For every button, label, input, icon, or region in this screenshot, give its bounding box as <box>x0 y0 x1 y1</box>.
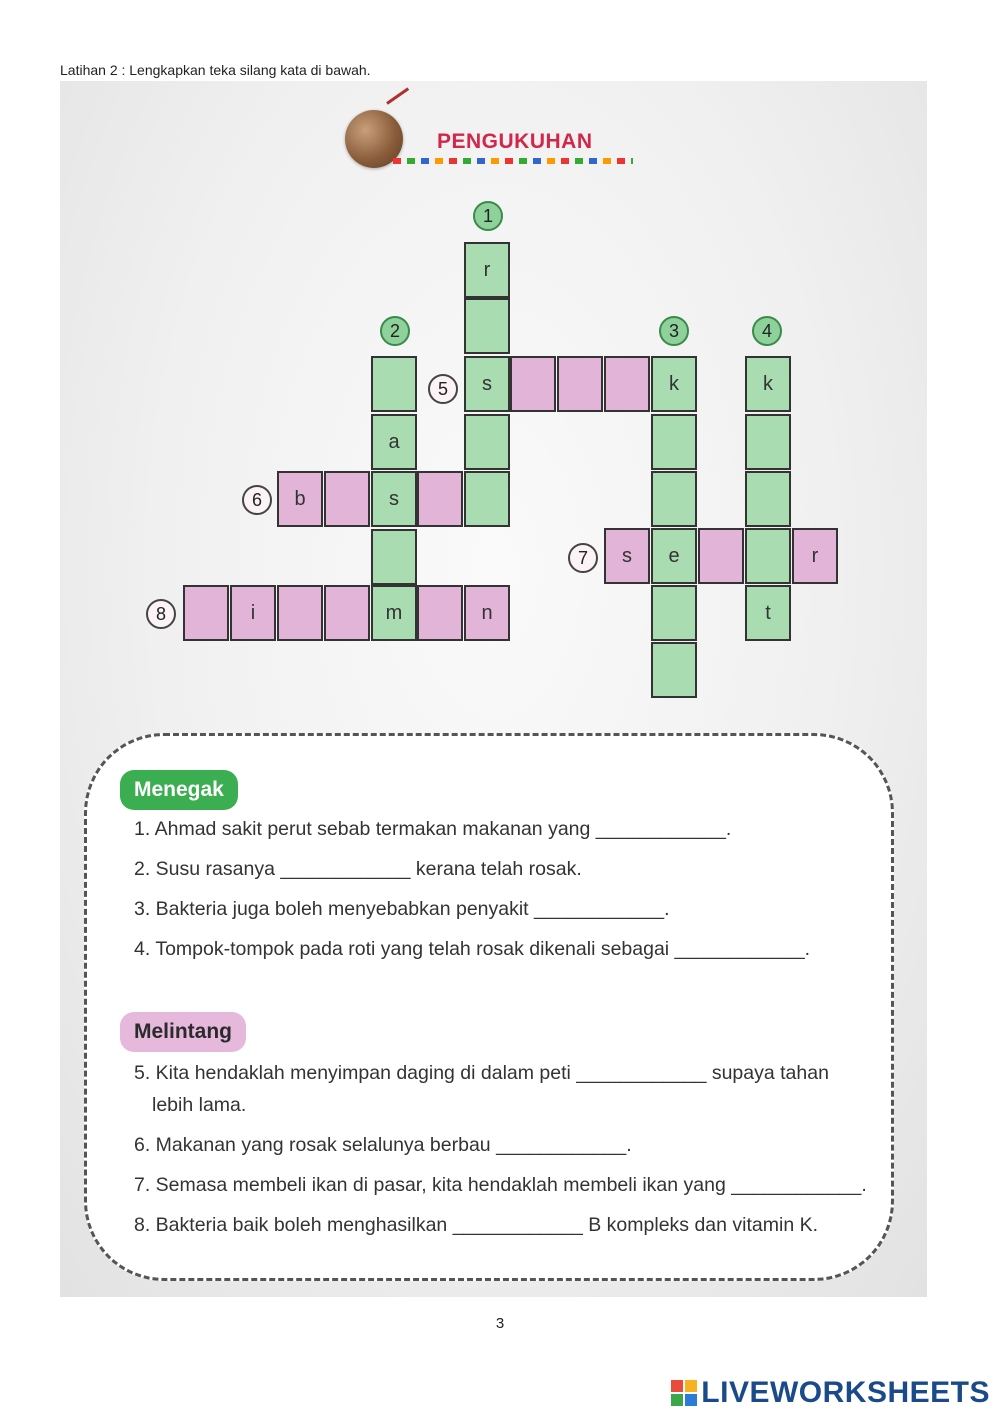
grid-cell-3d-2[interactable] <box>651 414 697 470</box>
grid-cell-4d-1[interactable]: k <box>745 356 791 412</box>
menegak-label: Menegak <box>120 770 238 810</box>
grid-cell-8a-3[interactable] <box>277 585 323 641</box>
clue-number-4: 4 <box>752 316 782 346</box>
page-number: 3 <box>495 1315 505 1332</box>
grid-cell-4d-4[interactable] <box>745 528 791 584</box>
grid-cell-2d-3[interactable]: s <box>371 471 417 527</box>
clue-down-4: 4. Tompok-tompok pada roti yang telah rosak dikenali sebagai ____________. <box>134 938 811 960</box>
grid-cell-2d-5[interactable]: m <box>371 585 417 641</box>
grid-cell-4d-5[interactable]: t <box>745 585 791 641</box>
grid-cell-2d-1[interactable] <box>371 356 417 412</box>
grid-cell-8a-4[interactable] <box>324 585 370 641</box>
grid-cell-2d-2[interactable]: a <box>371 414 417 470</box>
grid-cell-1d-5[interactable] <box>464 471 510 527</box>
clue-across-6: 6. Makanan yang rosak selalunya berbau ____________. <box>134 1134 632 1156</box>
clue-across-5-cont: lebih lama. <box>152 1094 247 1116</box>
grid-cell-6a-2[interactable] <box>324 471 370 527</box>
grid-cell-8a-1[interactable] <box>183 585 229 641</box>
grid-cell-6a-4[interactable] <box>417 471 463 527</box>
clue-number-5: 5 <box>428 374 458 404</box>
clue-number-3: 3 <box>659 316 689 346</box>
grid-cell-1d-1[interactable]: r <box>464 242 510 298</box>
clue-across-7: 7. Semasa membeli ikan di pasar, kita hendaklah membeli ikan yang ____________. <box>134 1174 867 1196</box>
grid-cell-3d-4[interactable]: e <box>651 528 697 584</box>
clue-number-6: 6 <box>242 485 272 515</box>
clue-across-5: 5. Kita hendaklah menyimpan daging di dalam peti ____________ supaya tahan <box>134 1062 829 1084</box>
section-title: PENGUKUHAN <box>437 130 593 153</box>
brand-logo <box>671 1376 990 1410</box>
brand-name: LIVEWORKSHEETS <box>701 1376 990 1409</box>
grid-cell-3d-5[interactable] <box>651 585 697 641</box>
decorative-divider <box>393 158 633 164</box>
grid-cell-6a-1[interactable]: b <box>277 471 323 527</box>
grid-cell-5a-2[interactable] <box>510 356 556 412</box>
grid-cell-8a-6[interactable] <box>417 585 463 641</box>
clue-number-1: 1 <box>473 201 503 231</box>
clues-box <box>84 733 894 1281</box>
grid-cell-3d-6[interactable] <box>651 642 697 698</box>
grid-cell-5a-4[interactable] <box>604 356 650 412</box>
brand-icon <box>671 1380 697 1406</box>
grid-cell-7a-1[interactable]: s <box>604 528 650 584</box>
grid-cell-4d-2[interactable] <box>745 414 791 470</box>
grid-cell-1d-2[interactable] <box>464 298 510 354</box>
instruction-text: Latihan 2 : Lengkapkan teka silang kata di bawah. <box>60 62 371 78</box>
clue-number-2: 2 <box>380 316 410 346</box>
grid-cell-7a-5[interactable]: r <box>792 528 838 584</box>
grid-cell-1d-4[interactable] <box>464 414 510 470</box>
grid-cell-2d-4[interactable] <box>371 529 417 585</box>
grid-cell-7a-3[interactable] <box>698 528 744 584</box>
clue-down-3: 3. Bakteria juga boleh menyebabkan penyakit ____________. <box>134 898 670 920</box>
grid-cell-4d-3[interactable] <box>745 471 791 527</box>
grid-cell-5a-3[interactable] <box>557 356 603 412</box>
grid-cell-3d-3[interactable] <box>651 471 697 527</box>
grid-cell-1d-3[interactable]: s <box>464 356 510 412</box>
clue-down-1: 1. Ahmad sakit perut sebab termakan makanan yang ____________. <box>134 818 732 840</box>
grid-cell-8a-2[interactable]: i <box>230 585 276 641</box>
clue-number-7: 7 <box>568 543 598 573</box>
clue-number-8: 8 <box>146 599 176 629</box>
clue-across-8: 8. Bakteria baik boleh menghasilkan ____________ B kompleks dan vitamin K. <box>134 1214 819 1236</box>
grid-cell-3d-1[interactable]: k <box>651 356 697 412</box>
clue-down-2: 2. Susu rasanya ____________ kerana telah rosak. <box>134 858 582 880</box>
section-header <box>345 100 645 170</box>
melintang-label: Melintang <box>120 1012 246 1052</box>
grid-cell-8a-7[interactable]: n <box>464 585 510 641</box>
